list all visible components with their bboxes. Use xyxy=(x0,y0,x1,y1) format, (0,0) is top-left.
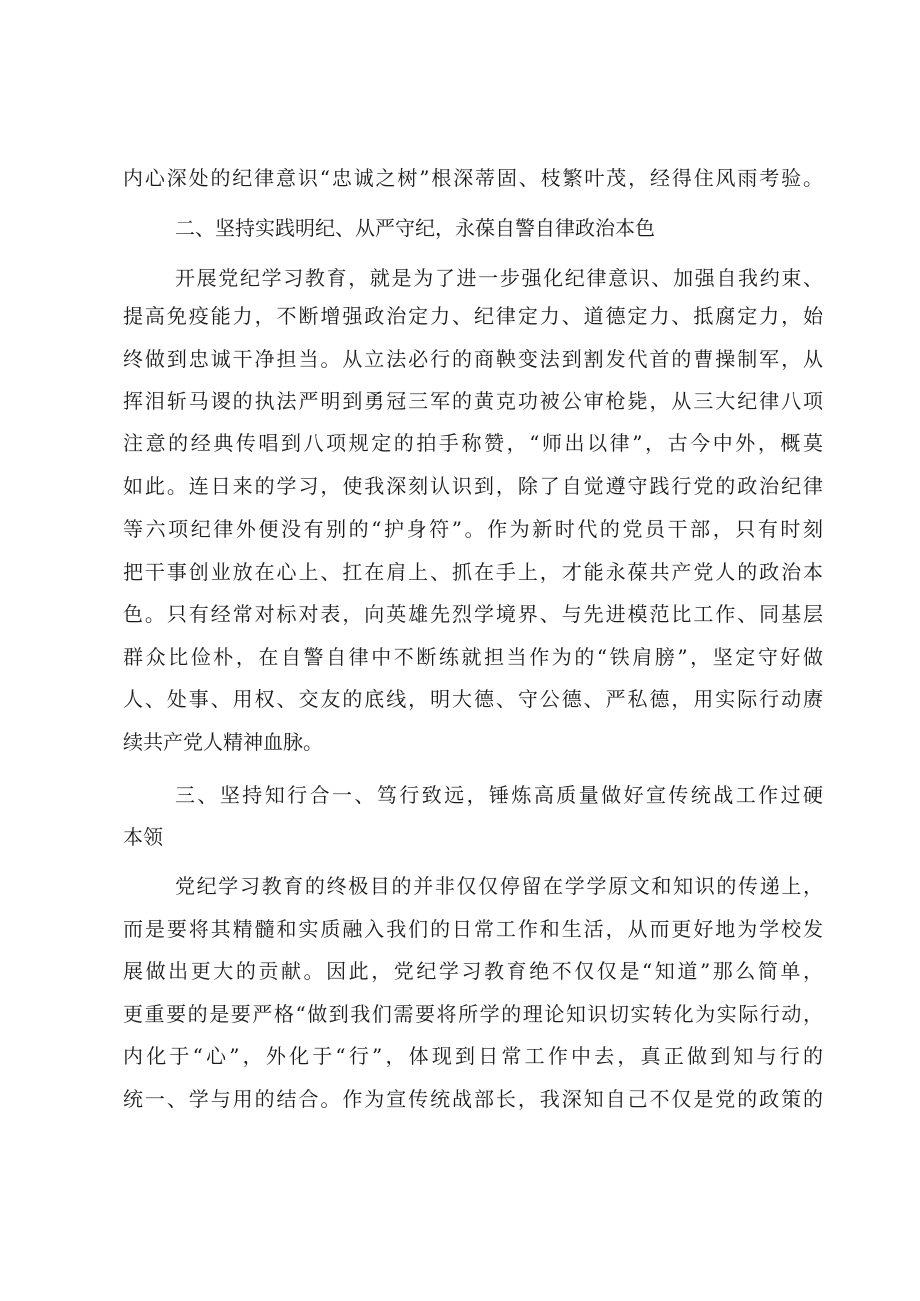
text-line: 党纪学习教育的终极目的并非仅仅停留在学学原文和知识的传递上， xyxy=(175,874,823,898)
text-line: 更重要的是要严格“做到我们需要将所学的理论知识切实转化为实际行动， xyxy=(123,1002,823,1026)
text-line: 人、处事、用权、交友的底线，明大德、守公德、严私德，用实际行动赓 xyxy=(123,687,823,711)
text-line: 注意的经典传唱到八项规定的拍手称赞，“师出以律”，古今中外，概莫 xyxy=(123,431,823,455)
text-line: 挥泪斩马谡的执法严明到勇冠三军的黄克功被公审枪毙，从三大纪律八项 xyxy=(123,389,823,413)
text-line: 群众比俭朴，在自警自律中不断练就担当作为的“铁肩膀”，坚定守好做 xyxy=(123,645,823,669)
text-line: 内化于“心”，外化于“行”，体现到日常工作中去，真正做到知与行的 xyxy=(123,1044,823,1068)
text-line: 色。只有经常对标对表，向英雄先烈学境界、与先进模范比工作、同基层 xyxy=(123,602,823,626)
text-line: 把干事创业放在心上、扛在肩上、抓在手上，才能永葆共产党人的政治本 xyxy=(123,560,823,584)
text-line: 提高免疫能力，不断增强政治定力、纪律定力、道德定力、抵腐定力，始 xyxy=(123,304,823,328)
text-line: 续共产党人精神血脉。 xyxy=(123,730,323,754)
text-line: 而是要将其精髓和实质融入我们的日常工作和生活，从而更好地为学校发 xyxy=(123,917,823,941)
text-line: 如此。连日来的学习，使我深刻认识到，除了自觉遵守践行党的政治纪律 xyxy=(123,474,823,498)
text-line: 等六项纪律外便没有别的“护身符”。作为新时代的党员干部，只有时刻 xyxy=(123,517,823,541)
section-heading-continued: 本领 xyxy=(123,825,163,849)
text-line: 内心深处的纪律意识“忠诚之树”根深蒂固、枝繁叶茂，经得住风雨考验。 xyxy=(123,166,823,190)
section-heading: 三、坚持知行合一、笃行致远，锤炼高质量做好宣传统战工作过硬 xyxy=(175,783,823,807)
text-line: 展做出更大的贡献。因此，党纪学习教育绝不仅仅是“知道”那么简单， xyxy=(123,959,823,983)
text-line: 终做到忠诚干净担当。从立法必行的商鞅变法到割发代首的曹操制军，从 xyxy=(123,347,823,371)
section-heading: 二、坚持实践明纪、从严守纪，永葆自警自律政治本色 xyxy=(175,216,655,240)
text-line: 开展党纪学习教育，就是为了进一步强化纪律意识、加强自我约束、 xyxy=(175,266,823,290)
text-line: 统一、学与用的结合。作为宣传统战部长，我深知自己不仅是党的政策的 xyxy=(123,1087,823,1111)
